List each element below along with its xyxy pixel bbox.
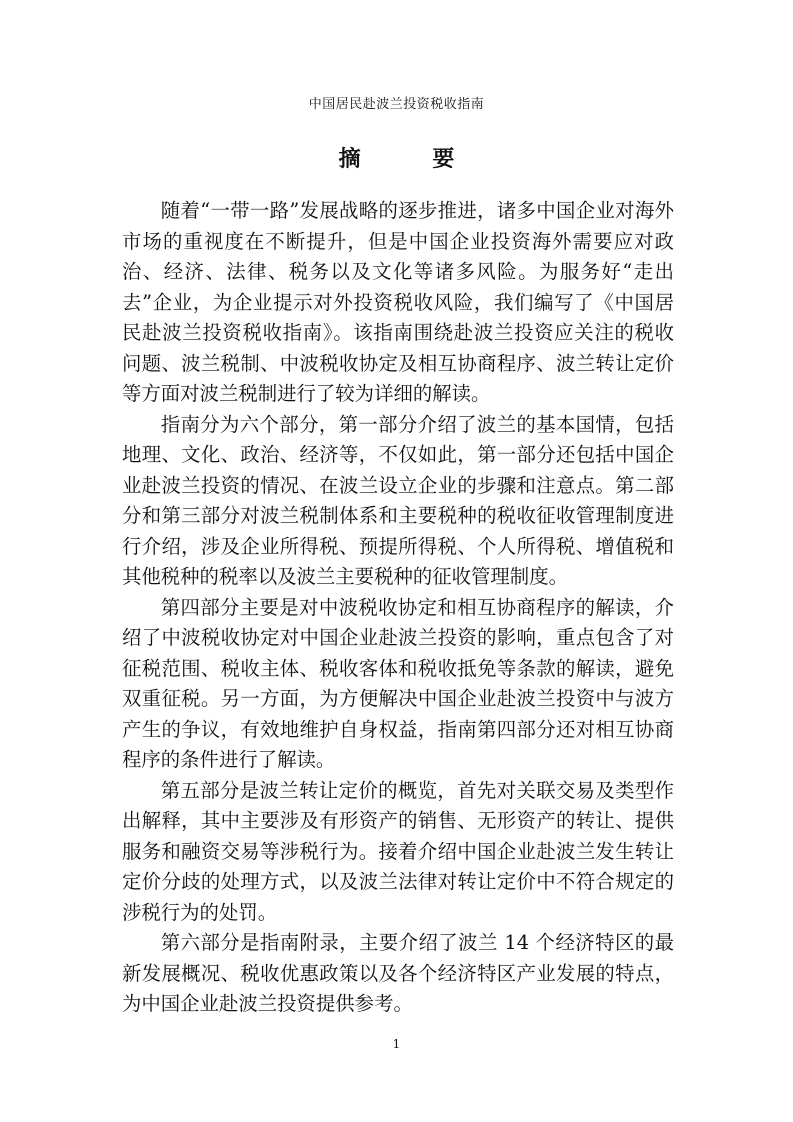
page-number: 1 xyxy=(392,1037,401,1051)
paragraph-1: 随着“一带一路”发展战略的逐步推进，诸多中国企业对海外市场的重视度在不断提升，但是中国企业投资海外需要应对政治、经济、法律、税务以及文化等诸多风险。为服务好“走出去”企业，为企业提示对外投资税收风险，我们编写了《中国居民赴波兰投资税收指南》。该指南围绕赴波兰投资应关注的税收问题、波兰税制、中波税收协定及相互协商程序、波兰转让定价等方面对波兰税制进行了较为详细的解读。 xyxy=(122,199,674,405)
paragraph-5: 第六部分是指南附录，主要介绍了波兰 14 个经济特区的最新发展概况、税收优惠政策以及各个经济特区产业发展的特点，为中国企业赴波兰投资提供参考。 xyxy=(122,931,674,1015)
abstract-body xyxy=(122,196,674,1020)
paragraph-2: 指南分为六个部分，第一部分介绍了波兰的基本国情，包括地理、文化、政治、经济等，不仅如此，第一部分还包括中国企业赴波兰投资的情况、在波兰设立企业的步骤和注意点。第二部分和第三部分对波兰税制体系和主要税种的税收征收管理制度进行介绍，涉及企业所得税、预提所得税、个人所得税、增值税和其他税种的税率以及波兰主要税种的征收管理制度。 xyxy=(122,412,674,588)
running-header: 中国居民赴波兰投资税收指南 xyxy=(308,97,485,112)
paragraph-3: 第四部分主要是对中波税收协定和相互协商程序的解读，介绍了中波税收协定对中国企业赴波兰投资的影响，重点包含了对征税范围、税收主体、税收客体和税收抵免等条款的解读，避免双重征税。另一方面，为方便解决中国企业赴波兰投资中与波方产生的争议，有效地维护自身权益，指南第四部分还对相互协商程序的条件进行了解读。 xyxy=(122,595,674,771)
paragraph-4: 第五部分是波兰转让定价的概览，首先对关联交易及类型作出解释，其中主要涉及有形资产的销售、无形资产的转让、提供服务和融资交易等涉税行为。接着介绍中国企业赴波兰发生转让定价分歧的处理方式，以及波兰法律对转让定价中不符合规定的涉税行为的处罚。 xyxy=(122,778,674,924)
page-title: 摘 要 xyxy=(338,146,487,172)
